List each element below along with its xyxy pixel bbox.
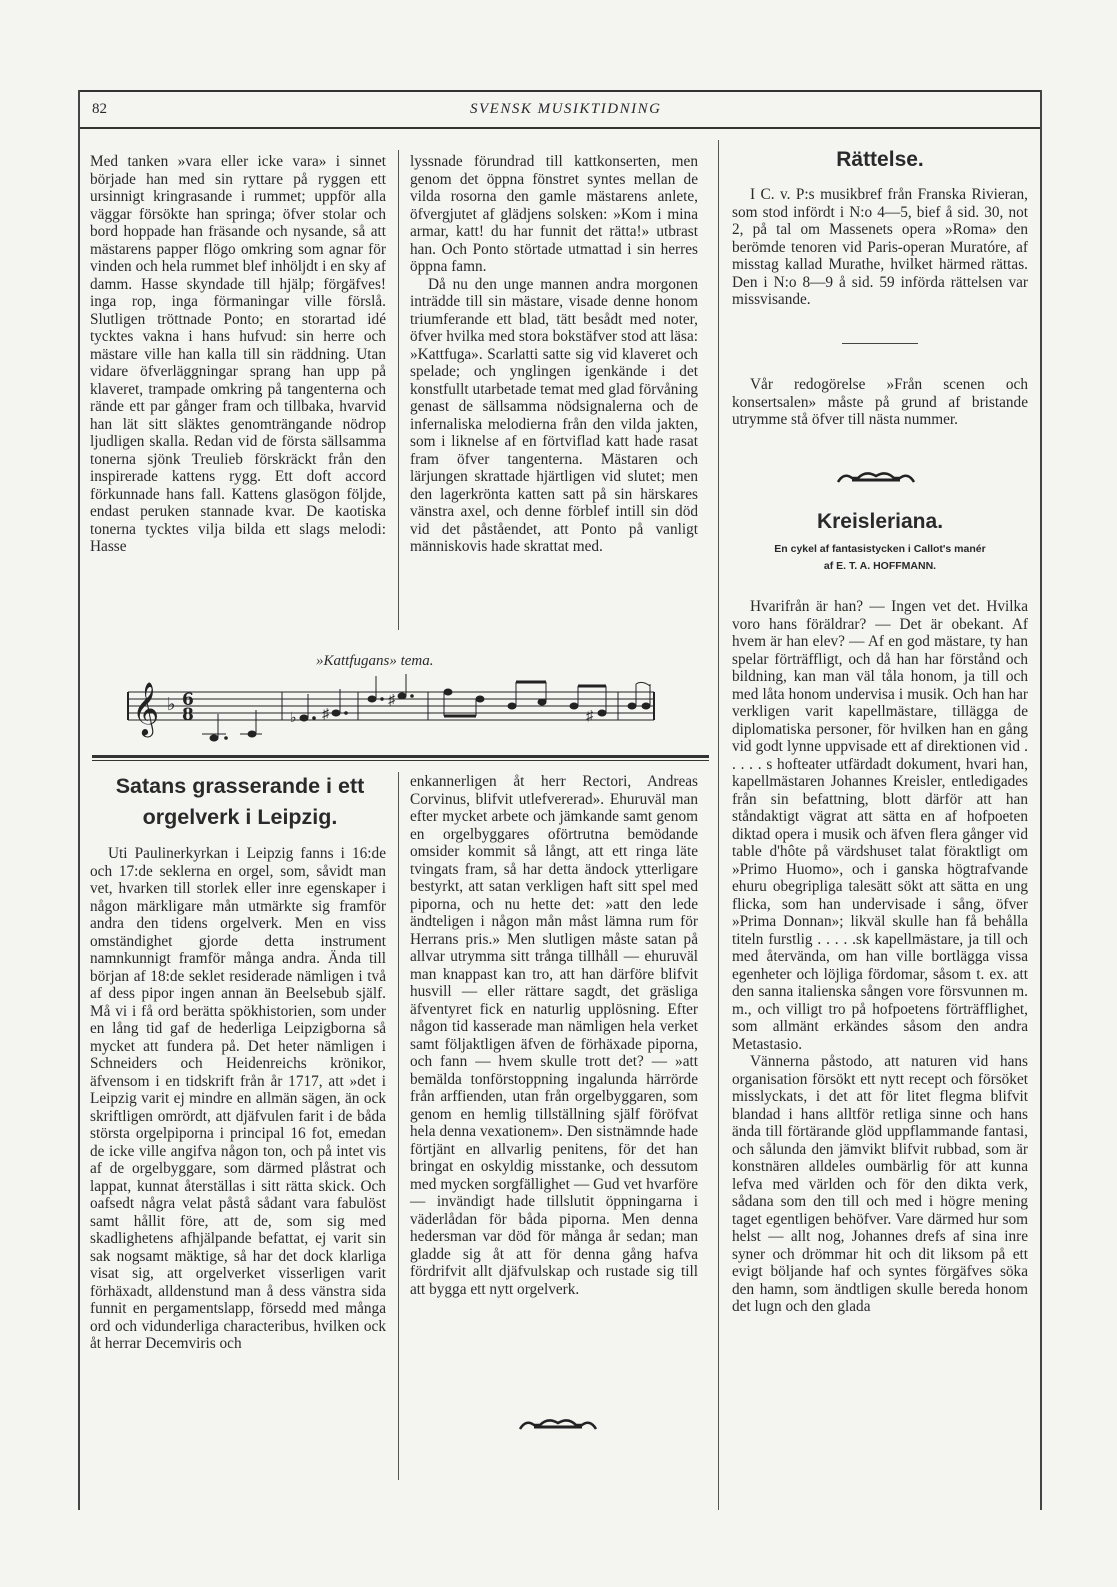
story-top-left-paragraph: Med tanken »vara eller icke vara» i sinnet började han med sin ryttare på ryggen ett ursinnigt kringrasande i rummet; uppför alla väggar försökte han springa; öfver stolar och bord hoppade han fräsande och nysande, så att mästarens papper flögo omkring som agnar för vinden och hela rummet blef inhöljdt i en sky af damm. Hasse skyndade till hjälp; förgäfves! inga rop, inga förmaningar ville förslå. Slutligen tröttnade Ponto; en storartad idé tycktes vakna i hans hufvud: sin herre och mästare ville han kalla till sin räddning. Utan vidare öfverläggningar sprang han upp på klaveret, trampade omkring på tangenterna och rände ett par gånger fram och tillbaka, hvarvid han lät sitt släktes genomträngande nödrop ljudligen skalla. Redan vid de första sällsamma tonerna sjönk Treulieb förskräckt från den inspirerade kattens rygg. Ett doft accord förkunnade hans fall. Kattens glasögon följde, endast peruken stannade kvar. De kaotiska tonerna tycktes vilja bilda ett slags melodi: Hasse (90, 153, 386, 555)
svg-text:♭: ♭ (167, 694, 176, 715)
story-top-middle-paragraph-2: Då nu den unge mannen andra morgonen inträdde till sin mästare, visade denne honom triumferande ett blad, tätt besådt med noter, öfver hvilka med stora bokstäfver stod att läsa: »Kattfuga». Scarlatti satte sig vid klaveret och spelade; och ynglingen igenkände i det konstfullt utarbetade temat med glad förvåning genast de sällsamma nödsignalerna och de infernaliska melodierna från den vilda jakten, som i liknelse af en förtviflad katt hade rasat fram öfver tangenterna. Mästaren och lärjungen skrattade hjärtligen vid slutet; men den lagerkrönta katten satt på sin härskares vänstra axel, och denne förblef intill sin död vid det påståendet, att Ponto på vanligt människovis hade skrattat med. (410, 275, 698, 555)
section-rule-thick (92, 755, 709, 758)
svg-text:8: 8 (182, 705, 194, 725)
svg-text:6: 6 (182, 690, 194, 710)
frame-right-rule (1040, 90, 1042, 1510)
satans-title-line-1: Satans grasserande i ett (115, 774, 365, 798)
svg-text:♭: ♭ (290, 711, 297, 726)
satans-left-paragraph: Uti Paulinerkyrkan i Leipzig fanns i 16:de och 17:de seklerna en orgel, som, såvidt man vet, hvarken till storlek eller inre egenskaper i någon märkligare mån utmärkte sig framför andra den tidens orgelverk. Men en viss omständighet gjorde detta instrument namnkunnigt framför många andra. Ända till början af 18:de seklet residerade nämligen i två af dess pipor ingen annan än Beelsebub själf. Må vi i få ord berätta spökhistorien, som under en lång tid gaf de hederliga Leipzigborna så mycket att fundera på. Det heter nämligen i Schneiders och Heidenreichs krönikor, äfvensom i en tidskrift från år 1717, att »det i Leipzig varit ej mindre en allmän sägen, än ock skriftligen omrördt, att djäfvulen farit i de båda största orgelpiporna i principal 16 fot, emedan de icke ville angifva någon ton, och på intet vis af de orgelbyggare, som därmed plåstrat och lappat, kunnat återställas i sitt rätta skick. Och oafsedt några velat påstå sådant vara fabulöst samt hållit före, att de, som sig med skadlighetens afhjälpande befattat, ej varit sin sak nogsamt mäktige, så har det dock klarliga visat sig, att orgelverket visserligen varit förhäxadt, alldenstund man å dess vänstra sida funnit en pergamentslapp, försedd med många ord och vidunderliga characteribus, hvilken ock åt herrar Decemviris och (90, 845, 386, 1352)
rattelse-body (732, 186, 1028, 309)
satans-title-line-2: orgelverk i Leipzig. (142, 805, 338, 829)
kreisleriana-subtitle (730, 541, 1030, 575)
header-rule (80, 127, 1040, 129)
scroll-ornament-icon (518, 1417, 598, 1437)
story-top-middle-column (410, 153, 698, 556)
rattelse-title: Rättelse. (836, 148, 924, 171)
story-top-left-column (90, 153, 386, 556)
frame-left-rule (78, 90, 80, 1510)
svg-text:♯: ♯ (586, 709, 593, 724)
column-divider (718, 140, 719, 1510)
satans-left-column (90, 845, 386, 1353)
kreisleriana-subtitle-line-1: En cykel af fantasistycken i Callot's manér (774, 543, 986, 555)
kreisleriana-paragraph-2: Vännerna påstodo, att naturen vid hans organisation försökt ett nytt recept och försöket misslyckats, i det att för litet flegma blifvit blandad i hans alltför retliga sinne och hans ända till förtärande glöd uppflammande fantasi, och sålunda den jämvikt blifvit rubbad, som är konstnären alldeles oumbärlig för att kunna lefva med världen och för den dikta verk, sådana som den till och med i högre mening taget egentligen behöfver. Vare därmed hur som helst — allt nog, Johannes drefs af sina inre syner och drömmar hit och dit liksom på ett evigt böljande haf och syntes förgäfves söka den hamn, som ändtligen skulle bereda honom det lugn och den glada (732, 1053, 1028, 1315)
column-divider (398, 772, 399, 1480)
scroll-ornament-icon (836, 470, 916, 490)
rattelse-paragraph-2: Vår redogörelse »Från scenen och konsertsalen» måste på grund af bristande utrymme stå öfver till nästa nummer. (732, 376, 1028, 428)
satans-title (90, 771, 390, 833)
satans-middle-paragraph: enkannerligen åt herr Rectori, Andreas Corvinus, blifvit utlefvererad». Ehuruväl man efter mycket arbete och jämkande samt genom en orgelbyggares oförtrutna bemödande omsider kommit så långt, att ett ringa läte tvingats fram, så har detta ändock ytterligare bestyrkt, att satan verkligen haft sitt spel med piporna, och nu hette det: »att den lede ändteligen i någon mån måst lämna rum för Herrans pris.» Men slutligen måste satan på allvar utrymma sitt trånga tillhåll — ehuruväl man knappast kan tro, att han därföre blifvit husvill — eller rättare sagdt, det gräsliga äfventyret fick en naturlig upplösning. Efter någon tid kasserade man nämligen hela verket samt följaktligen äfven de förhäxade piporna, och fann — hvem skulle trott det? — »att bemälda tonförstoppning ingalunda härrörde från arffienden, utan från orgelbyggaren, som genom en hemlig tillställning själf föröfvat hela denna vexationem». Den sistnämnde hade förtjänt en allvarlig penitens, för det han bringat en oskyldig misstanke, och dessutom med mycken sorgfällighet — Gud vet hvarföre — invändigt hade tillslutit öppningarna i väderlådan för båda piporna. Men denna hedersman var död för många år sedan; man gladde sig åt att för denna gång hafva fördrifvit allt djäfvulskap och rustade sig till att bygga ett nytt orgelverk. (410, 773, 698, 1298)
rattelse-paragraph-1: I C. v. P:s musikbref från Franska Rivieran, som stod infördt i N:o 4—5, bief å sid. 30, not 2, på tal om Massenets opera »Roma» den berömde tenoren vid Paris-operan Muratóre, af misstag kallad Murathe, hvilket härmed rättas. Den i N:o 8—9 å sid. 59 införda rättelsen var missvisande. (732, 186, 1028, 308)
svg-text:𝄞: 𝄞 (132, 681, 160, 735)
music-caption: »Kattfugans» tema. (316, 653, 434, 669)
short-separator-rule (842, 343, 918, 344)
svg-text:♯: ♯ (322, 707, 329, 722)
section-rule-thin (92, 760, 709, 761)
page-number: 82 (92, 101, 107, 117)
frame-top-rule (78, 90, 1041, 92)
music-staff (122, 672, 672, 747)
kreisleriana-title: Kreisleriana. (816, 510, 944, 533)
column-divider (398, 150, 399, 630)
running-title: SVENSK MUSIKTIDNING (470, 101, 662, 117)
story-top-middle-paragraph-1: lyssnade förundrad till kattkonserten, men genom det öppna fönstret syntes mellan de vilda rosorna den gamle mästarens anlete, öfvergjutet af glädjens solsken: »Kom i mina armar, katt! du har funnit det rätta!» utbrast han. Och Ponto störtade utmattad i sin herres öppna famn. (410, 153, 698, 275)
kreisleriana-body (732, 598, 1028, 1316)
kreisleriana-paragraph-1: Hvarifrån är han? — Ingen vet det. Hvilka voro hans föräldrar? — Det är obekant. Af hvem är han elev? — Af en god mästare, ty han spelar förträffligt, och då han har förstånd och bildning, kan man väl tåla honom, ja till och med låta honom undervisa i musik. Och han har verkligen varit kapellmästare, tillägga de diplomatiska personer, för hvilken han en gång vid godt lynne uppvisade ett af direktionen vid . . . . . s hofteater utfärdadt dokument, hvari han, kapellmästaren Johannes Kreisler, entledigades från sin befattning, blott därför att han ståndaktigt vägrat att sätta en af hofpoeten diktad opera i musik och äfven flera gånger vid table d'hôte på värdshuset talat föraktligt om »Primo Huomo», och i ganska högtrafvande ehuru obegripliga talesätt sökt att sätta en ung flicka, som han undervisade i sång, öfver »Prima Donnan»; likväl skulle han få behålla titeln furstlig . . . . .sk kapellmästare, ja till och med återvända, om han ville bortlägga vissa egenheter och löjliga fördomar, såsom t. ex. att den sanna italienska sången vore försvunnen m. m., och villigt tro på hofpoetens förträfflighet, som allmänt erkändes såsom den andra Metastasio. (732, 598, 1028, 1053)
rattelse-note (732, 376, 1028, 429)
satans-middle-column (410, 773, 698, 1298)
kreisleriana-subtitle-line-2: af E. T. A. HOFFMANN. (823, 560, 937, 572)
svg-text:♯: ♯ (388, 693, 395, 708)
